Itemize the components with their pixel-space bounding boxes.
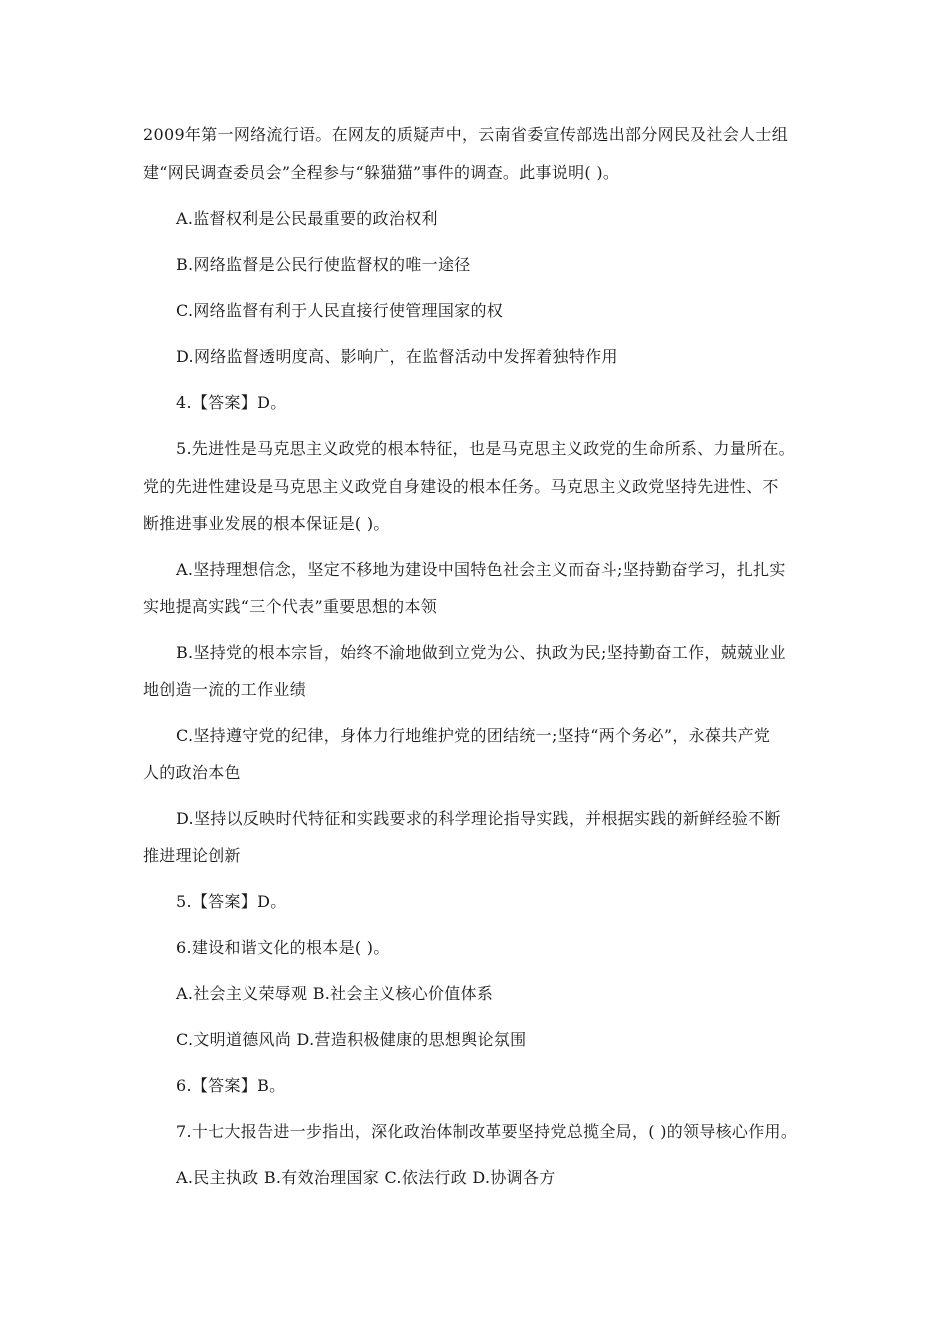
question-line: 7.十七大报告进一步指出，深化政治体制改革要坚持党总揽全局，( )的领导核心作用。 (176, 1122, 798, 1141)
option-line: C.网络监督有利于人民直接行使管理国家的权 (176, 301, 504, 320)
option-line: A.社会主义荣辱观 B.社会主义核心价值体系 (176, 984, 494, 1003)
answer-line: 4.【答案】D。 (176, 393, 287, 412)
text-line: 党的先进性建设是马克思主义政党自身建设的根本任务。马克思主义政党坚持先进性、不 (143, 477, 779, 496)
option-line: A.坚持理想信念，坚定不移地为建设中国特色社会主义而奋斗;坚持勤奋学习，扎扎实 (176, 560, 786, 579)
option-line: C.文明道德风尚 D.营造积极健康的思想舆论氛围 (176, 1030, 527, 1049)
text-line: 断推进事业发展的根本保证是( )。 (143, 514, 390, 533)
option-line: D.网络监督透明度高、影响广，在监督活动中发挥着独特作用 (176, 347, 618, 366)
answer-line: 5.【答案】D。 (176, 892, 287, 911)
text-line: 实地提高实践“三个代表”重要思想的本领 (143, 597, 438, 616)
option-line: D.坚持以反映时代特征和实践要求的科学理论指导实践，并根据实践的新鲜经验不断 (176, 809, 781, 828)
option-line: B.网络监督是公民行使监督权的唯一途径 (176, 255, 471, 274)
text-line: 推进理论创新 (143, 846, 241, 865)
answer-line: 6.【答案】B。 (176, 1076, 286, 1095)
question-line: 5.先进性是马克思主义政党的根本特征，也是马克思主义政党的生命所系、力量所在。 (176, 439, 795, 458)
question-line: 6.建设和谐文化的根本是( )。 (176, 938, 390, 957)
option-line: B.坚持党的根本宗旨，始终不渝地做到立党为公、执政为民;坚持勤奋工作，兢兢业业 (176, 643, 786, 662)
option-line: A.民主执政 B.有效治理国家 C.依法行政 D.协调各方 (176, 1168, 556, 1187)
option-line: C.坚持遵守党的纪律，身体力行地维护党的团结统一;坚持“两个务必”，永葆共产党 (176, 726, 771, 745)
text-line: 地创造一流的工作业绩 (143, 680, 307, 699)
option-line: A.监督权利是公民最重要的政治权利 (176, 209, 438, 228)
text-line: 建“网民调查委员会”全程参与“躲猫猫”事件的调查。此事说明( )。 (143, 163, 620, 182)
text-line: 人的政治本色 (143, 763, 241, 782)
text-line: 2009年第一网络流行语。在网友的质疑声中，云南省委宣传部选出部分网民及社会人士组 (143, 125, 789, 144)
